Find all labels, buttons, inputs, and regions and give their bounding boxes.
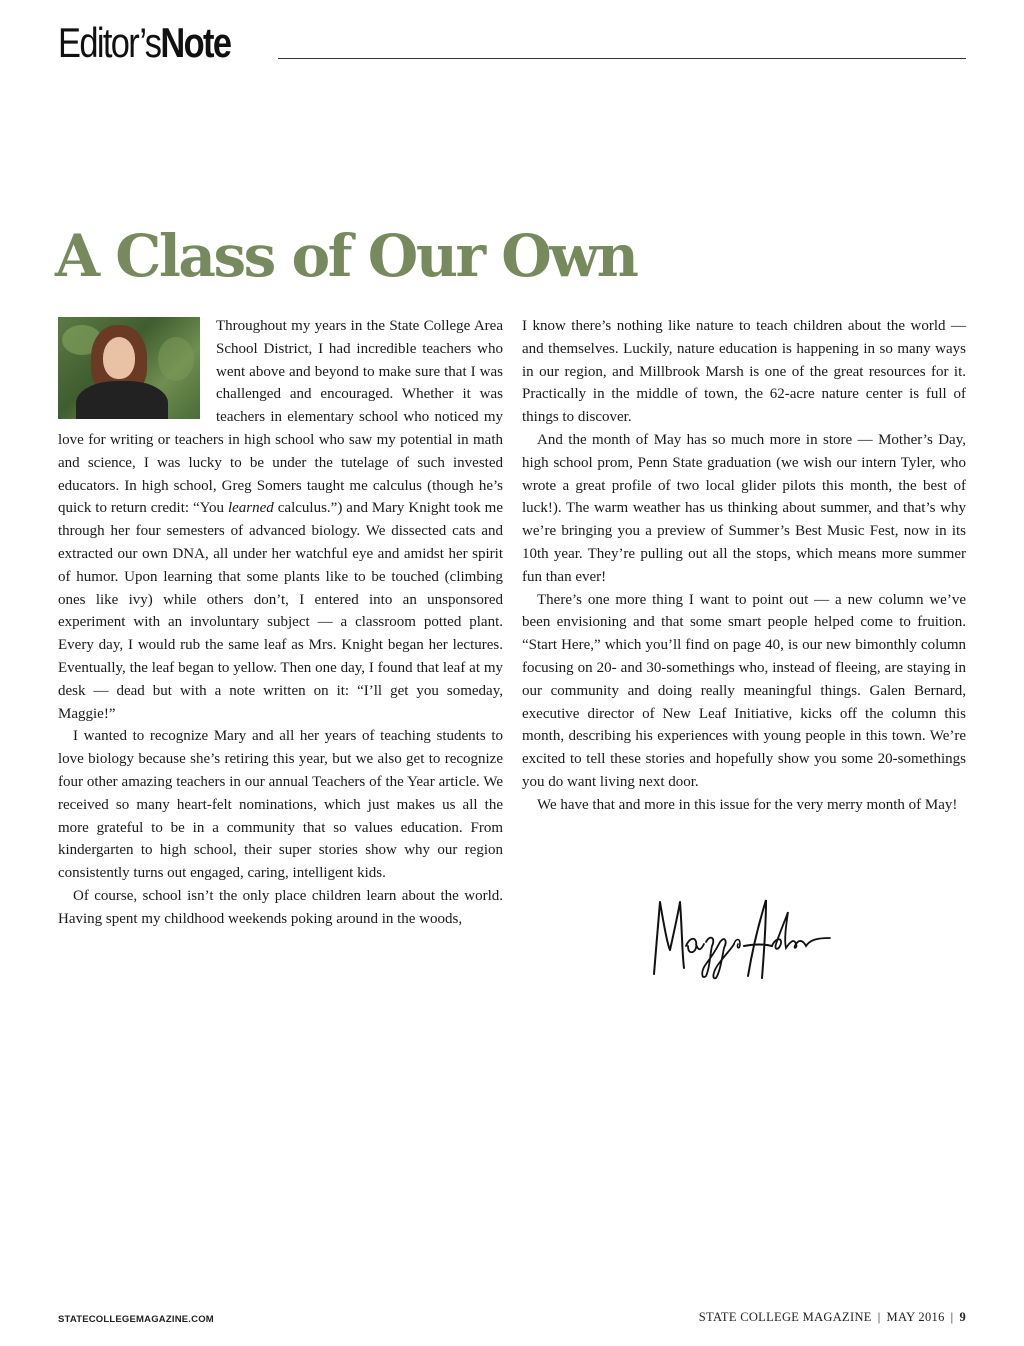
right-column xyxy=(522,315,966,817)
paragraph: Throughout my years in the State College Area School District, I had incredible teachers who went above and beyond to make sure that I was challenged and encouraged. Whether it was teachers in elementary school who noticed my love for writing or teachers in high school who saw my potential in math and science, I was lucky to be under the tutelage of such invested educators. In high school, Greg Somers taught me calculus (though he’s quick to return credit: “You learned calculus.”) and Mary Knight took me through her four semesters of advanced biology. We dissected cats and extracted our own DNA, all under her watchful eye and amidst her spirit of humor. Upon learning that some plants like to be touched (climbing ones like ivy) while others don’t, I entered into an unsponsored experiment with an involuntary subject — a classroom potted plant. Every day, I would rub the same leaf as Mrs. Knight began her lectures. Eventually, the leaf began to yellow. Then one day, I found that leaf at my desk — dead but with a note written on it: “I’ll get you someday, Maggie!” xyxy=(58,318,503,722)
footer-separator: | xyxy=(877,1310,881,1324)
paragraph: We have that and more in this issue for the very merry month of May! xyxy=(537,796,958,813)
article-headline: A Class of Our Own xyxy=(55,222,637,290)
paragraph: And the month of May has so much more in store — Mother’s Day, high school prom, Penn State graduation (we wish our intern Tyler, who wrote a great profile of two local glider pilots this month, the best of luck!). The warm weather has us thinking about summer, and that’s why we’re bringing you a preview of Summer’s Best Music Fest, now in its 10th year. They’re pulling out all the stops, which means more summer fun than ever! xyxy=(522,431,966,585)
section-title xyxy=(58,18,230,68)
footer-magazine: STATE COLLEGE MAGAZINE xyxy=(698,1310,872,1324)
page-number: 9 xyxy=(959,1310,966,1324)
footer-website: STATECOLLEGEMAGAZINE.COM xyxy=(58,1314,214,1325)
footer-publication xyxy=(699,1310,966,1325)
paragraph: I know there’s nothing like nature to teach children about the world — and themselves. Luckily, nature education is happening in so many ways in our region, and Millbrook Marsh is one of the great resources for it. Practically in the middle of town, the 62-acre nature center is full of things to discover. xyxy=(522,318,966,426)
section-title-light: Editor’s xyxy=(58,19,161,66)
footer-issue: MAY 2016 xyxy=(886,1310,945,1324)
paragraph: Of course, school isn’t the only place children learn about the world. Having spent my childhood weekends poking around in the woods, xyxy=(58,887,503,927)
editors-note-header xyxy=(58,18,966,68)
paragraph: There’s one more thing I want to point out — a new column we’ve been envisioning and that some smart people helped come to fruition. “Start Here,” which you’ll find on page 40, is our new bimonthly column focusing on 20- and 30-somethings who, instead of fleeing, are staying in our community and doing really meaningful things. Galen Bernard, executive director of New Leaf Initiative, kicks off the column this month, describing his experiences with young people in this town. We’re excited to tell these stories and hopefully show you some 20-somethings you do want living next door. xyxy=(522,591,966,790)
author-photo xyxy=(58,317,200,419)
left-column xyxy=(58,315,503,931)
signature xyxy=(640,888,840,988)
header-rule xyxy=(278,58,966,59)
footer-separator: | xyxy=(950,1310,954,1324)
paragraph: I wanted to recognize Mary and all her years of teaching students to love biology because she’s retiring this year, but we also get to recognize four other amazing teachers in our annual Teachers of the Year article. We received so many heart-felt nominations, which just makes us all the more grateful to be in a community that so values education. From kindergarten to high school, their super stories show why our region consistently turns out engaged, caring, intelligent kids. xyxy=(58,728,503,882)
section-title-bold: Note xyxy=(160,19,231,66)
